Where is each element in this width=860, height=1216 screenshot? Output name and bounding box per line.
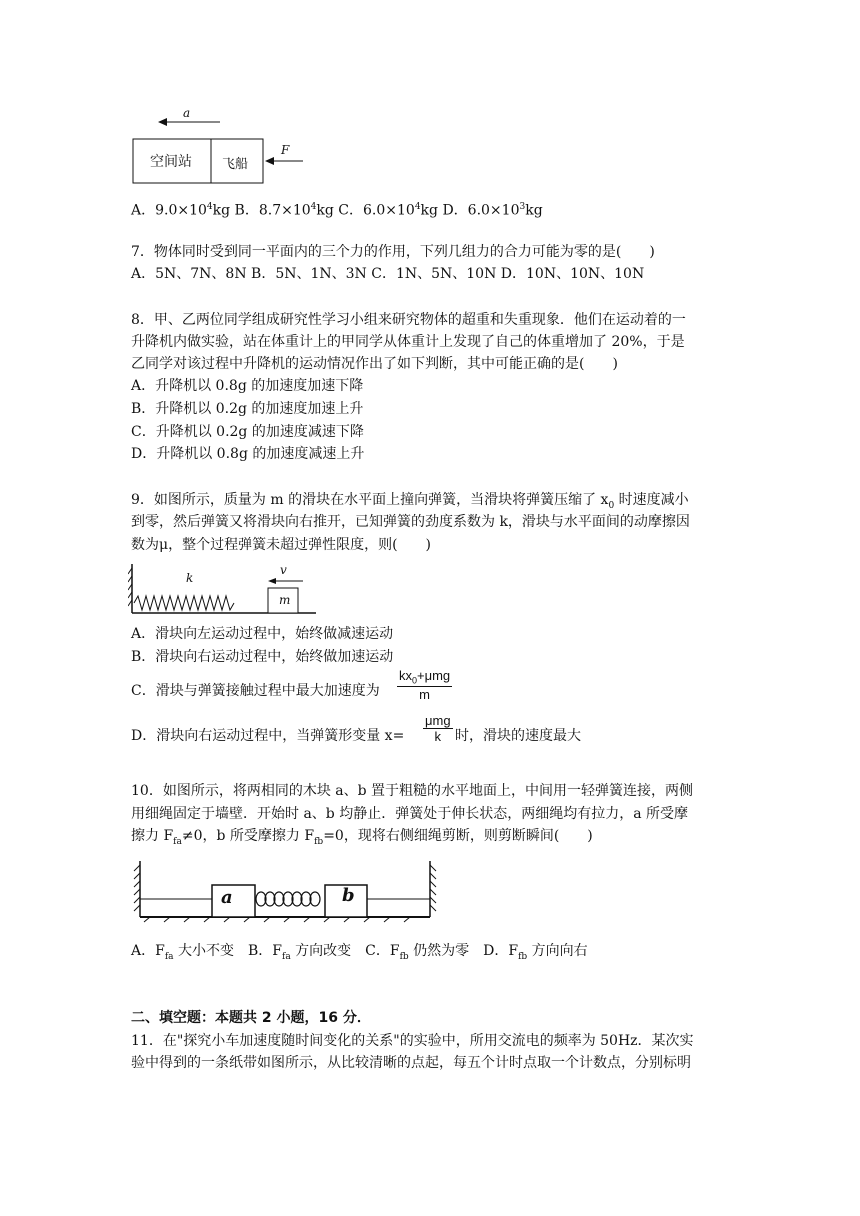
q9-option-c: C．滑块与弹簧接触过程中最大加速度为 <box>131 683 380 699</box>
section2-heading: 二、填空题：本题共 2 小题，16 分． <box>131 1010 371 1026</box>
q10-options: A．$F_{fa}$ 大小不变 B．$F_{fa}$ 方向改变 C．$F_{fb}$ 仍然为零 D．$F_{fb}$ 方向向右 <box>131 943 588 962</box>
q10-line1: 10．如图所示，将两相同的木块 a、b 置于粗糙的水平地面上，中间用一轻弹簧连接，两侧 <box>131 783 694 799</box>
q9-option-a: A．滑块向左运动过程中，始终做减速运动 <box>131 626 394 642</box>
q7-options: A．5N、7N、8N B．5N、1N、3N C．1N、5N、10N D．10N、10N、10N <box>131 266 645 282</box>
station-label: 空间站 <box>150 154 192 170</box>
q9-line3: 数为μ，整个过程弹簧未超过弹性限度，则( ) <box>131 537 432 553</box>
accel-label: a <box>183 106 191 120</box>
q7-stem: 7．物体同时受到同一平面内的三个力的作用，下列几组力的合力可能为零的是( ) <box>131 244 655 260</box>
block-a-label: a <box>221 887 233 908</box>
q10-line2: 用细绳固定于墙壁．开始时 a、b 均静止．弹簧处于伸长状态，两细绳均有拉力，a 所受摩 <box>131 806 689 822</box>
blocks-spring-figure <box>130 855 440 925</box>
q10-line3: 擦力 $F_{fa}\ne 0$，b 所受摩擦力 $F_{fb}=0$，现将右侧细绳剪断，则剪断瞬间( ) <box>131 828 593 847</box>
mass-label: m <box>279 593 291 607</box>
ship-label: 飞船 <box>222 157 249 172</box>
q8-line3: 乙同学对该过程中升降机的运动情况作出了如下判断，其中可能正确的是( ) <box>131 356 618 372</box>
velocity-label: v <box>280 563 287 577</box>
q9-line1: 9．如图所示，质量为 m 的滑块在水平面上撞向弹簧，当滑块将弹簧压缩了 $x_0$ 时速度减小 <box>131 492 689 511</box>
block-b-label: b <box>342 885 355 906</box>
q9-line2: 到零，然后弹簧又将滑块向右推开，已知弹簧的劲度系数为 k，滑块与水平面间的动摩擦因 <box>131 514 690 530</box>
q9-option-d-fraction: μmg k <box>425 713 451 744</box>
q9-option-d-prefix: D．滑块向右运动过程中，当弹簧形变量 x= <box>131 728 405 744</box>
q11-line1: 11．在"探究小车加速度随时间变化的关系"的实验中，所用交流电的频率为 50Hz．某次实 <box>131 1033 694 1049</box>
q8-option-c: C．升降机以 0.2g 的加速度减速下降 <box>131 424 364 440</box>
q8-option-d: D．升降机以 0.8g 的加速度减速上升 <box>131 446 365 462</box>
q11-line2: 验中得到的一条纸带如图所示，从比较清晰的点起，每五个计时点取一个计数点，分别标明 <box>131 1055 691 1071</box>
spacestation-figure <box>125 108 305 188</box>
spring-k-label: k <box>186 571 194 585</box>
q9-option-d-suffix: 时，滑块的速度最大 <box>455 728 581 744</box>
q8-line1: 8．甲、乙两位同学组成研究性学习小组来研究物体的超重和失重现象．他们在运动着的一 <box>131 312 686 328</box>
q9-option-b: B．滑块向右运动过程中，始终做加速运动 <box>131 649 394 665</box>
spring-slider-figure <box>128 558 323 618</box>
q6-options: A．$9.0\times 10^4kg$ B．$8.7\times 10^4kg$ C．$6.0\times 10^4kg$ D．$6.0\times 10^3kg$ <box>131 202 543 219</box>
q8-option-a: A．升降机以 0.8g 的加速度加速下降 <box>131 378 364 394</box>
force-label: F <box>281 143 290 157</box>
q9-option-c-fraction: $kx_0+\mu mg$ m <box>399 668 451 702</box>
q8-option-b: B．升降机以 0.2g 的加速度加速上升 <box>131 401 364 417</box>
q8-line2: 升降机内做实验，站在体重计上的甲同学从体重计上发现了自己的体重增加了 20%，于是 <box>131 334 685 350</box>
